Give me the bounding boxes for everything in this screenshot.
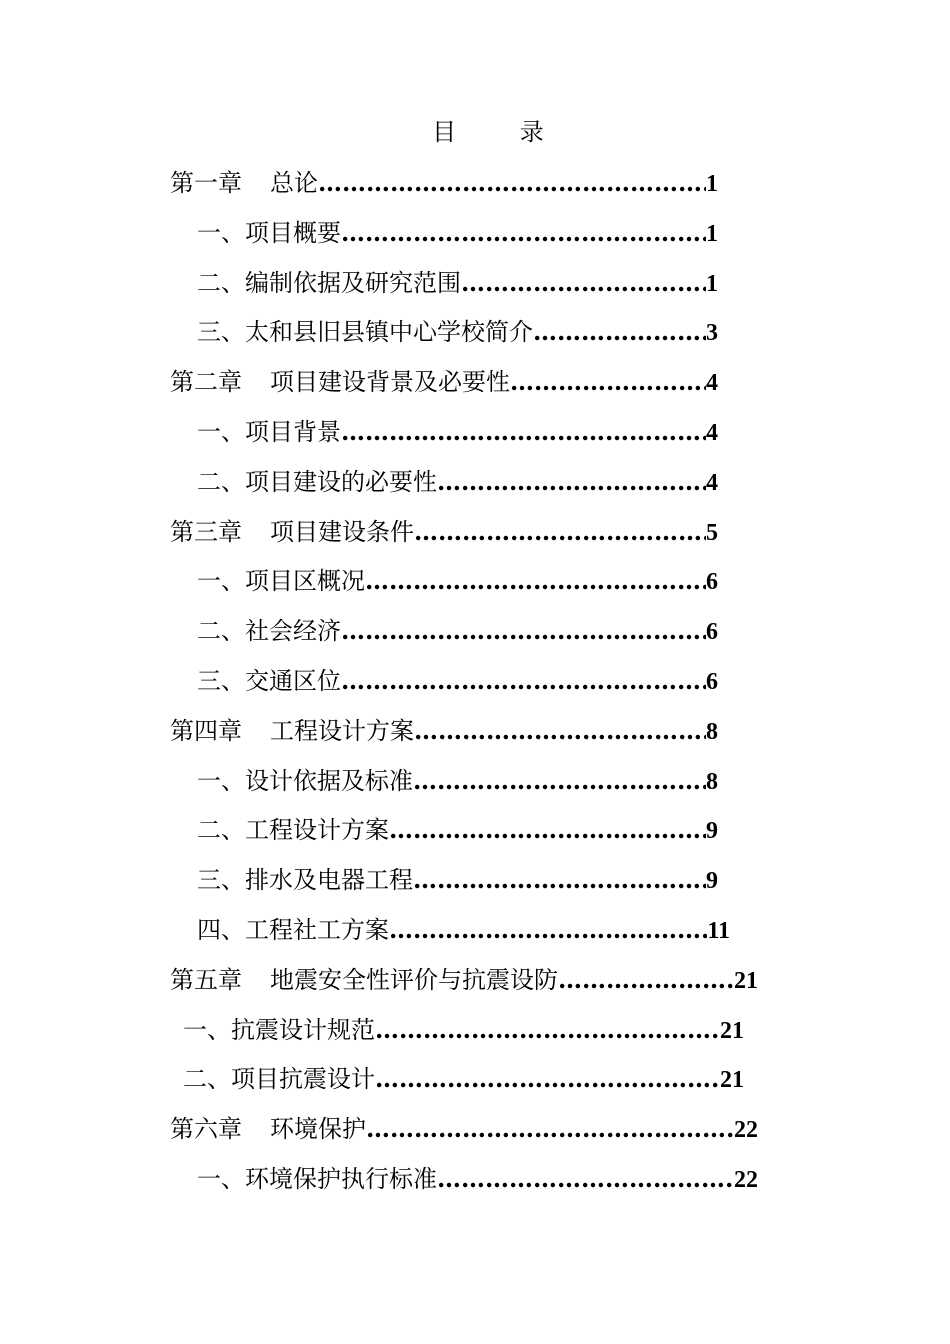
toc-section-entry[interactable] [197,1154,758,1204]
toc-section-entry[interactable] [197,905,730,955]
toc-chapter-number: 第六章 [170,1115,242,1143]
toc-page-number: 1 [706,171,718,197]
toc-leader-dots [341,208,706,258]
toc-entry-title: 四、工程社工方案 [197,916,389,944]
toc-leader-dots [389,805,706,855]
toc-leader-dots [437,457,706,507]
toc-entry-title: 一、项目区概况 [197,567,365,595]
toc-page-number: 9 [706,868,718,894]
toc-page-number: 3 [706,320,718,346]
toc-page-number: 9 [706,818,718,844]
toc-section-entry[interactable] [197,855,718,905]
toc-section-entry[interactable] [197,805,718,855]
toc-leader-dots [510,357,706,407]
toc-page-number: 4 [706,470,718,496]
toc-leader-dots [413,756,706,806]
toc-page-number: 8 [706,769,718,795]
toc-section-entry[interactable] [197,307,718,357]
toc-page-number: 4 [706,370,718,396]
toc-leader-dots [375,1005,720,1055]
toc-section-entry[interactable] [197,606,718,656]
toc-entry-title: 三、排水及电器工程 [197,866,413,894]
toc-leader-dots [366,1104,734,1154]
toc-entry-title: 三、太和县旧县镇中心学校简介 [197,318,533,346]
toc-entry-title: 一、抗震设计规范 [183,1016,375,1044]
toc-chapter-entry[interactable] [170,357,718,407]
toc-page-number: 8 [706,719,718,745]
toc-page-number: 1 [706,271,718,297]
toc-section-entry[interactable] [197,756,718,806]
toc-leader-dots [365,556,706,606]
toc-chapter-entry[interactable] [170,1104,758,1154]
toc-page-number: 5 [706,520,718,546]
toc-page-number: 4 [706,420,718,446]
toc-section-entry[interactable] [197,258,718,308]
toc-leader-dots [318,158,706,208]
toc-entry-title: 三、交通区位 [197,667,341,695]
toc-entry-title: 二、社会经济 [197,617,341,645]
toc-entry-title: 一、项目背景 [197,418,341,446]
toc-entry-title: 二、编制依据及研究范围 [197,269,461,297]
toc-section-entry[interactable] [197,407,718,457]
toc-leader-dots [413,855,706,905]
toc-section-entry[interactable] [197,208,718,258]
toc-page-number: 6 [706,619,718,645]
toc-leader-dots [533,307,706,357]
toc-chapter-entry[interactable] [170,706,718,756]
toc-section-entry[interactable] [183,1005,744,1055]
toc-chapter-entry[interactable] [170,507,718,557]
toc-chapter-number: 第四章 [170,717,242,745]
toc-page-number: 22 [734,1117,758,1143]
toc-leader-dots [414,507,706,557]
toc-chapter-number: 第三章 [170,518,242,546]
toc-page-number: 1 [706,221,718,247]
toc-leader-dots [341,656,706,706]
toc-entry-title: 环境保护 [270,1115,366,1143]
toc-leader-dots [437,1154,734,1204]
toc-page-number: 21 [720,1018,744,1044]
toc-entry-title: 项目建设条件 [270,518,414,546]
toc-entry-title: 一、环境保护执行标准 [197,1165,437,1193]
toc-page-number: 22 [734,1167,758,1193]
toc-section-entry[interactable] [197,457,718,507]
toc-chapter-number: 第一章 [170,169,242,197]
toc-leader-dots [389,905,707,955]
toc-entry-title: 项目建设背景及必要性 [270,368,510,396]
toc-leader-dots [341,606,706,656]
toc-entry-title: 二、工程设计方案 [197,816,389,844]
toc-leader-dots [414,706,706,756]
toc-entry-title: 总论 [270,169,318,197]
toc-chapter-entry[interactable] [170,158,718,208]
toc-page-number: 6 [706,569,718,595]
toc-entry-title: 地震安全性评价与抗震设防 [270,966,558,994]
toc-page-number: 21 [734,968,758,994]
toc-leader-dots [461,258,706,308]
toc-leader-dots [375,1054,720,1104]
toc-chapter-number: 第二章 [170,368,242,396]
toc-leader-dots [558,955,734,1005]
toc-entry-title: 二、项目建设的必要性 [197,468,437,496]
toc-chapter-entry[interactable] [170,955,758,1005]
toc-chapter-number: 第五章 [170,966,242,994]
toc-section-entry[interactable] [197,656,718,706]
toc-entry-title: 二、项目抗震设计 [183,1065,375,1093]
toc-section-entry[interactable] [183,1054,744,1104]
toc-title: 目 录 [432,118,572,146]
toc-page-number: 11 [707,918,730,944]
toc-entry-title: 一、设计依据及标准 [197,767,413,795]
toc-page-number: 6 [706,669,718,695]
toc-page-number: 21 [720,1067,744,1093]
toc-leader-dots [341,407,706,457]
toc-section-entry[interactable] [197,556,718,606]
toc-entry-title: 一、项目概要 [197,219,341,247]
toc-entry-title: 工程设计方案 [270,717,414,745]
